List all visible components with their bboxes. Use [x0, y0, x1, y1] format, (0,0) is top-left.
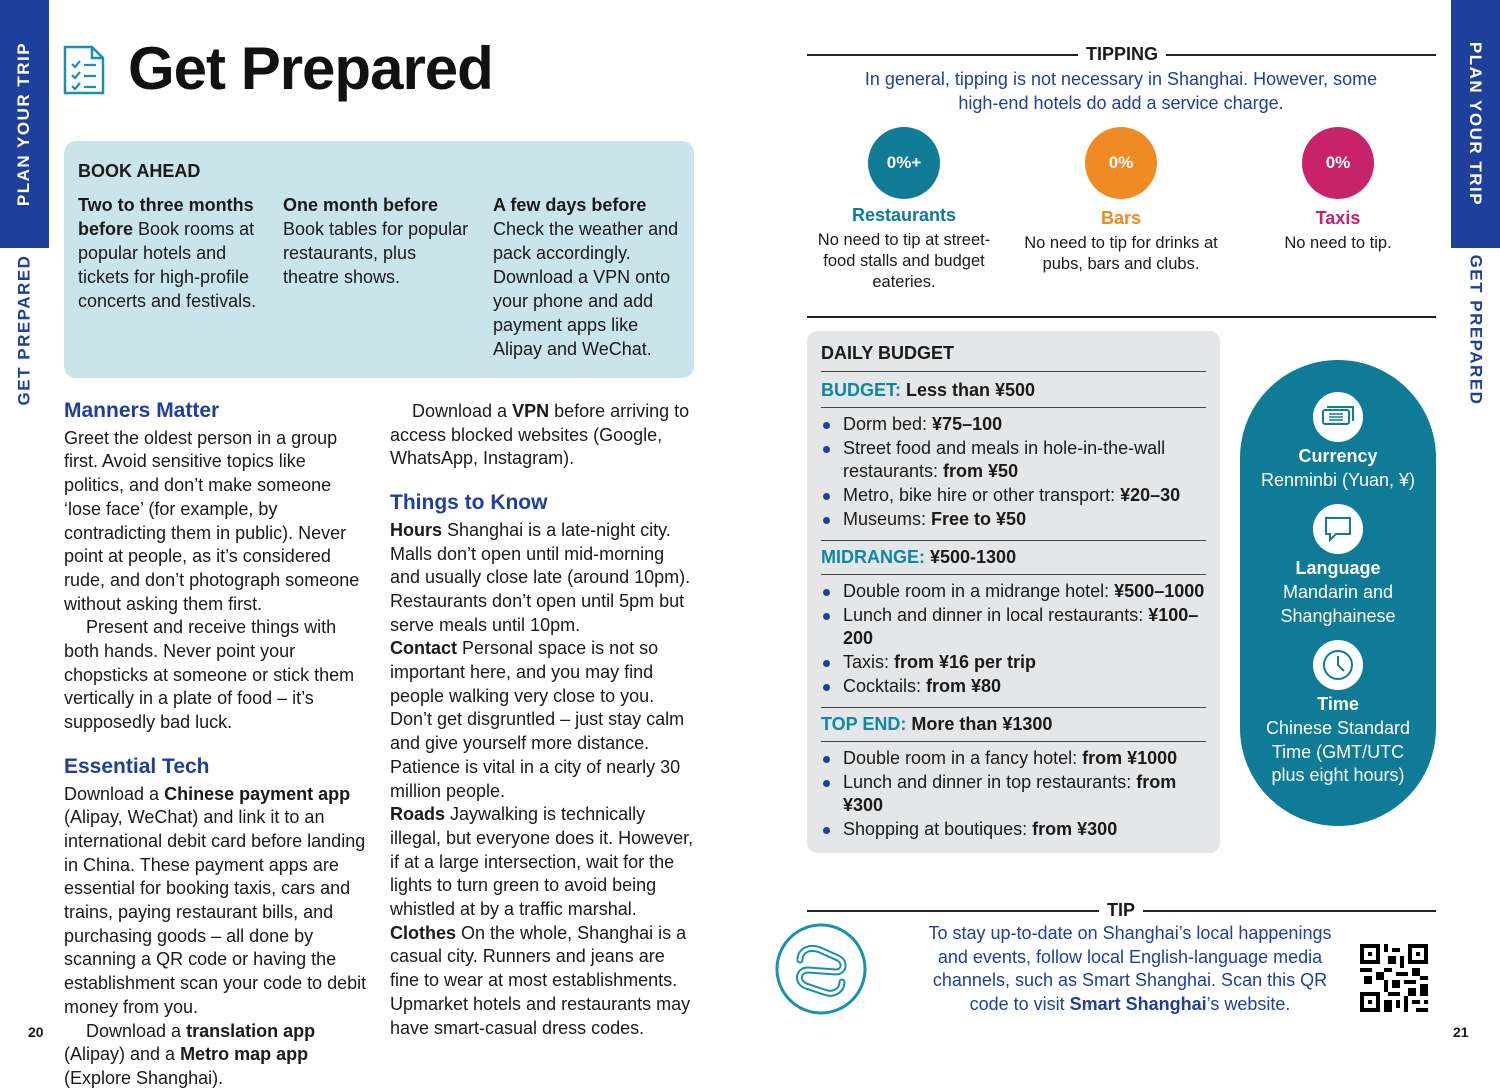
- tip-desc-bars: No need to tip for drinks at pubs, bars and clubs.: [1024, 234, 1218, 273]
- quick-facts-pill: [1240, 360, 1436, 826]
- side-tab-plan-left: [0, 0, 49, 248]
- budget-divider: [821, 707, 1206, 708]
- list-item: Museums: Free to ¥50: [821, 508, 1206, 532]
- list-item: Lunch and dinner in local restaurants: ¥100–200: [821, 604, 1206, 651]
- budget-tier-top-end: TOP END: More than ¥1300: [821, 714, 1053, 734]
- manners-paragraph-2: Present and receive things with both hands. Never point your chopsticks at someone or stick them vertically in a plate of food – it’s supposedly bad luck.: [64, 617, 355, 733]
- page-number-left: 20: [28, 1024, 44, 1040]
- list-item: Lunch and dinner in top restaurants: from ¥300: [821, 771, 1206, 818]
- text-column-middle: [390, 400, 696, 1040]
- book-ahead-box: [64, 141, 694, 378]
- qr-code-icon[interactable]: [1360, 944, 1428, 1012]
- know-heading: Things to Know: [390, 491, 548, 515]
- tech-paragraph-3: Download a VPN before arriving to access blocked websites (Google, WhatsApp, Instagram).: [390, 401, 690, 469]
- page-number-right: 21: [1453, 1024, 1469, 1040]
- tech-paragraph-2: Download a translation app (Alipay) and a Metro map app (Explore Shanghai).: [64, 1020, 316, 1088]
- budget-divider: [821, 574, 1206, 575]
- tip-circle-taxis: 0%: [1302, 127, 1374, 199]
- budget-divider: [821, 540, 1206, 541]
- know-contact: Contact Personal space is not so important here, and you may find people walking very close to you. Don’t get disgruntled – just stay calm and give yourself more distance. Patience is vital in a city of nearly 30 million people.: [390, 638, 685, 801]
- tip-label-taxis: Taxis: [1315, 208, 1361, 228]
- list-item: Cocktails: from ¥80: [821, 675, 1206, 699]
- tip-text: To stay up-to-date on Shanghai’s local happenings and events, follow local English-language media channels, such as Smart Shanghai. Scan this QR code to visit Smart Shanghai’s website.: [928, 923, 1332, 1014]
- budget-list-budget: [821, 413, 1206, 532]
- tipping-bottom-rule: [807, 316, 1436, 318]
- tip-label-restaurants: Restaurants: [851, 205, 957, 225]
- budget-list-top-end: [821, 747, 1206, 842]
- banknote-icon: [1313, 392, 1363, 442]
- side-tab-plan-label: PLAN YOUR TRIP: [14, 41, 34, 207]
- know-roads: Roads Jaywalking is technically illegal, but everyone does it. However, if at a large intersection, wait for the lights to turn green to avoid being whistled at by a traffic marshal.: [390, 804, 694, 920]
- list-item: Double room in a fancy hotel: from ¥1000: [821, 747, 1206, 771]
- tech-heading: Essential Tech: [64, 754, 210, 778]
- text-column-left: [64, 399, 368, 1091]
- side-tab-get-right: [1451, 250, 1500, 410]
- checklist-icon: [62, 44, 106, 96]
- tipping-intro: In general, tipping is not necessary in Shanghai. However, some high-end hotels do add a service charge.: [864, 69, 1378, 113]
- tip-circle-bars: 0%: [1085, 127, 1157, 199]
- budget-heading: DAILY BUDGET: [821, 343, 955, 363]
- book-ahead-col-2-title: One month before: [283, 195, 439, 215]
- list-item: Shopping at boutiques: from ¥300: [821, 818, 1206, 842]
- fact-label-time: Time: [1317, 694, 1359, 714]
- book-ahead-col-1: [78, 193, 268, 313]
- list-item: Street food and meals in hole-in-the-wall restaurants: from ¥50: [821, 437, 1206, 484]
- list-item: Taxis: from ¥16 per trip: [821, 651, 1206, 675]
- fact-value-language: Mandarin and Shanghainese: [1280, 582, 1396, 626]
- manners-paragraph-1: Greet the oldest person in a group first. Avoid sensitive topics like politics, and don’t make someone ‘lose face’ (for example, by contradicting them in public). Never point at people, as it’s considered rude, and don’t photograph someone without asking them first.: [64, 427, 360, 614]
- budget-tier-budget: BUDGET: Less than ¥500: [821, 380, 1036, 400]
- know-hours: Hours Shanghai is a late-night city. Malls don’t open until mid-morning and usually close late (around 10pm). Restaurants don’t open until 5pm but serve meals until 10pm.: [390, 519, 691, 635]
- budget-tier-midrange: MIDRANGE: ¥500-1300: [821, 547, 1017, 567]
- speech-bubble-icon: [1313, 504, 1363, 554]
- fact-label-language: Language: [1295, 558, 1381, 578]
- tip-desc-taxis: No need to tip.: [1284, 234, 1392, 252]
- book-ahead-col-2-text: Book tables for popular restaurants, plus theatre shows.: [283, 219, 469, 287]
- daily-budget-box: [807, 331, 1220, 853]
- list-item: Dorm bed: ¥75–100: [821, 413, 1206, 437]
- fact-value-currency: Renminbi (Yuan, ¥): [1260, 470, 1416, 490]
- side-tab-get-left: [0, 250, 49, 410]
- smart-shanghai-logo-icon: [774, 922, 868, 1016]
- fact-label-currency: Currency: [1298, 446, 1378, 466]
- tip-desc-restaurants: No need to tip at street-food stalls and budget eateries.: [817, 231, 991, 291]
- tip-circle-restaurants: 0%+: [868, 127, 940, 199]
- budget-divider: [821, 407, 1206, 408]
- book-ahead-heading: BOOK AHEAD: [78, 161, 201, 181]
- budget-list-midrange: [821, 580, 1206, 699]
- manners-heading: Manners Matter: [64, 399, 220, 422]
- tech-paragraph-1: Download a Chinese payment app (Alipay, WeChat) and link it to an international debit card before landing in China. These payment apps are essential for booking taxis, cars and trains, paying restaurant bills, and purchasing goods – all done by scanning a QR code or having the establishment scan your code to debit money from you.: [64, 783, 367, 1017]
- side-tab-get-label: GET PREPARED: [14, 254, 34, 406]
- fact-value-time: Chinese Standard Time (GMT/UTC plus eight hours): [1265, 718, 1411, 785]
- book-ahead-col-1-text: Book rooms at popular hotels and tickets for high-profile concerts and festivals.: [78, 219, 257, 311]
- book-ahead-col-3: [493, 193, 683, 361]
- know-clothes: Clothes On the whole, Shanghai is a casual city. Runners and jeans are fine to wear at most establishments. Upmarket hotels and restaurants may have smart-casual dress codes.: [390, 922, 691, 1038]
- list-item: Metro, bike hire or other transport: ¥20–30: [821, 484, 1206, 508]
- book-ahead-col-3-text: Check the weather and pack accordingly. Download a VPN onto your phone and add payment apps like Alipay and WeChat.: [493, 219, 679, 359]
- side-tab-get-label: GET PREPARED: [1466, 254, 1486, 406]
- budget-divider: [821, 371, 1206, 372]
- page-title: Get Prepared: [128, 35, 493, 102]
- book-ahead-col-2: [283, 193, 475, 289]
- book-ahead-col-1-title: Two to three months before: [78, 195, 254, 239]
- book-ahead-col-3-title: A few days before: [493, 195, 647, 215]
- list-item: Double room in a midrange hotel: ¥500–1000: [821, 580, 1206, 604]
- tipping-heading: TIPPING: [1078, 44, 1166, 65]
- clock-icon: [1313, 640, 1363, 690]
- side-tab-plan-right: [1451, 0, 1500, 248]
- side-tab-plan-label: PLAN YOUR TRIP: [1466, 41, 1486, 207]
- tip-heading: TIP: [1099, 900, 1143, 921]
- budget-divider: [821, 741, 1206, 742]
- tip-label-bars: Bars: [1100, 208, 1142, 228]
